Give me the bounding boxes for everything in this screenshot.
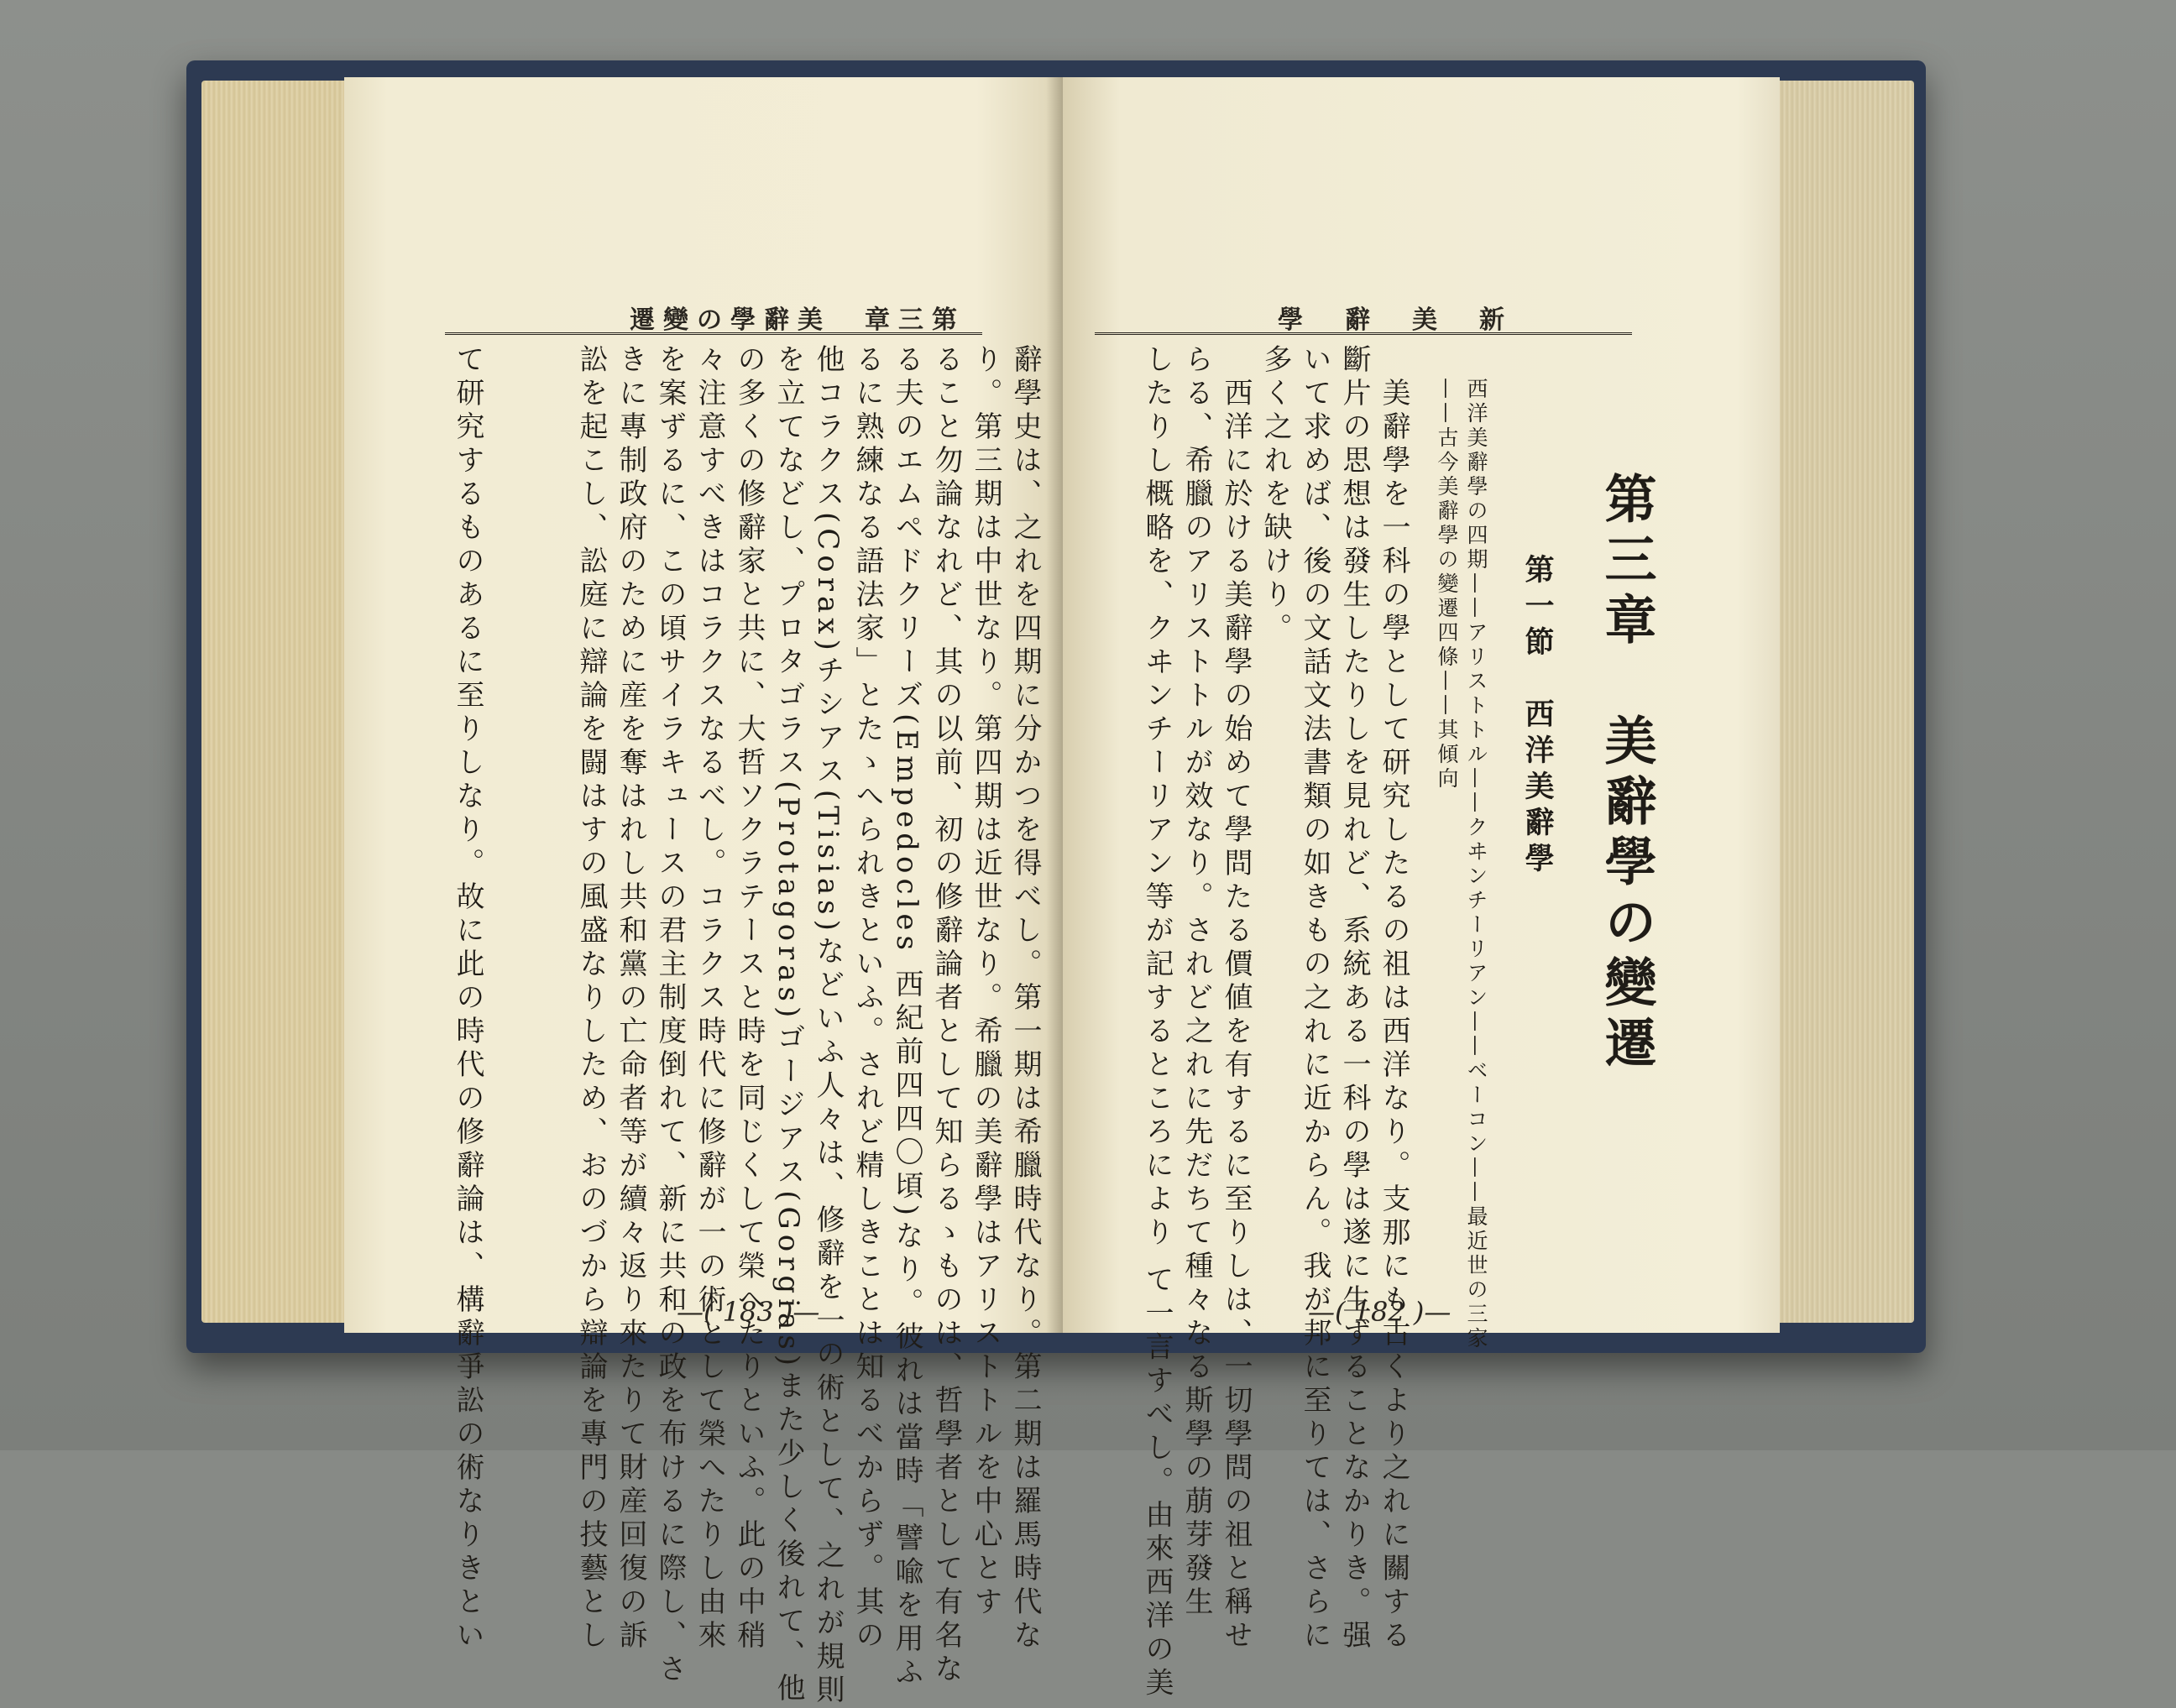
page-edges-left [201,81,361,1323]
left-page-number: —( 183 )— [677,1296,820,1328]
chapter-title: 第三章 美辭學の變遷 [1596,472,1657,1076]
left-page [344,77,1063,1708]
right-text-column: いて求めば、後の文話文法書類の如きもの之れに近からん。我が邦に至りては、さらに [1298,344,1331,1653]
left-text-column: り。第三期は中世なり。第四期は近世なり。希臘の美辭學はアリストトルを中心とす [969,344,1002,1620]
section-title: 第一節 西洋美辭學 [1520,554,1555,879]
left-head-rule [445,332,982,335]
left-text-column: ること勿論なれど、其の以前、初の修辭論者として知らるゝものは、哲學者として有名な [929,344,963,1687]
left-text-column: きに專制政府のために産を奪はれし共和黨の亡命者等が續々返り來たりて財産回復の訴 [614,344,647,1653]
left-text-column: 他コラクス(Corax)チシアス(Tisias)などいふ人々は、修辭を一の術として、之れが規則 [811,344,845,1708]
chapter-summary-line: 西洋美辭學の四期——アリストトル——クヰンチーリアン——ベーコン——最近世の三家 [1464,378,1488,1351]
left-text-column: 々注意すべきはコラクスなるべし。コラクス時代に修辭が一の術として榮へたりし由來 [693,344,726,1653]
left-running-head: 遷變の學辭美 章三第 [630,306,965,335]
left-text-column: を立てなどし、プロタゴラス(Protagoras)ゴージアス(Gorgias)また少しく後れて、他 [772,344,805,1707]
right-text-column: 多く之れを缺けり。 [1258,344,1292,646]
left-text-column: 訟を起こし、訟庭に辯論を闘はすの風盛なりしため、おのづから辯論を專門の技藝とし [574,344,608,1653]
right-running-head: 學 辭 美 新 [1278,306,1513,335]
right-head-rule [1095,332,1632,335]
right-page [1063,77,1780,1701]
left-text-column: を案ずるに、この頃サイラキュースの君主制度倒れて、新に共和の政を布けるに際し、さ [653,344,687,1687]
chapter-summary-line: ——古今美辭學の變遷四條——其傾向 [1435,378,1459,791]
left-text-column: るに熟練なる語法家」とたゝへられきといふ。されど精しきことは知るべからず。其の [850,344,884,1653]
left-text-column: 辭學史は、之れを四期に分かつを得べし。第一期は希臘時代なり。第二期は羅馬時代な [1008,344,1042,1653]
right-text-column: 西洋に於ける美辭學の始めて學問たる價値を有するに至りしは、一切學問の祖と稱せ [1219,378,1253,1653]
right-text-column: したりし概略を、クヰンチーリアン等が記するところにより て一言すべし。由來西洋の美 [1140,344,1174,1701]
right-text-column: らる、希臘のアリストトルが效なり。されど之れに先だちて種々なる斯學の萠芽發生 [1180,344,1213,1620]
right-text-column: 斷片の思想は發生したりしを見れど、系統ある一科の學は遂に生ずることなかりき。强 [1337,344,1371,1653]
left-text-column: の多くの修辭家と共に、大哲ソクラテースと時を同じくして榮へたりといふ。此の中稍 [732,344,766,1653]
left-text-column: て研究するものあるに至りしなり。故に此の時代の修辭論は、構辭爭訟の術なりきとい [451,344,484,1653]
left-text-column: る夫のエムペドクリーズ(Empedocles 西紀前四四〇頃)なり。彼れは當時「譬喩を用ふ [890,344,923,1691]
right-page-number: —( 182 )— [1308,1296,1452,1328]
right-text-column: 美辭學を一科の學として研究したるの祖は西洋なり。支那にも古くより之れに關する [1377,378,1410,1653]
